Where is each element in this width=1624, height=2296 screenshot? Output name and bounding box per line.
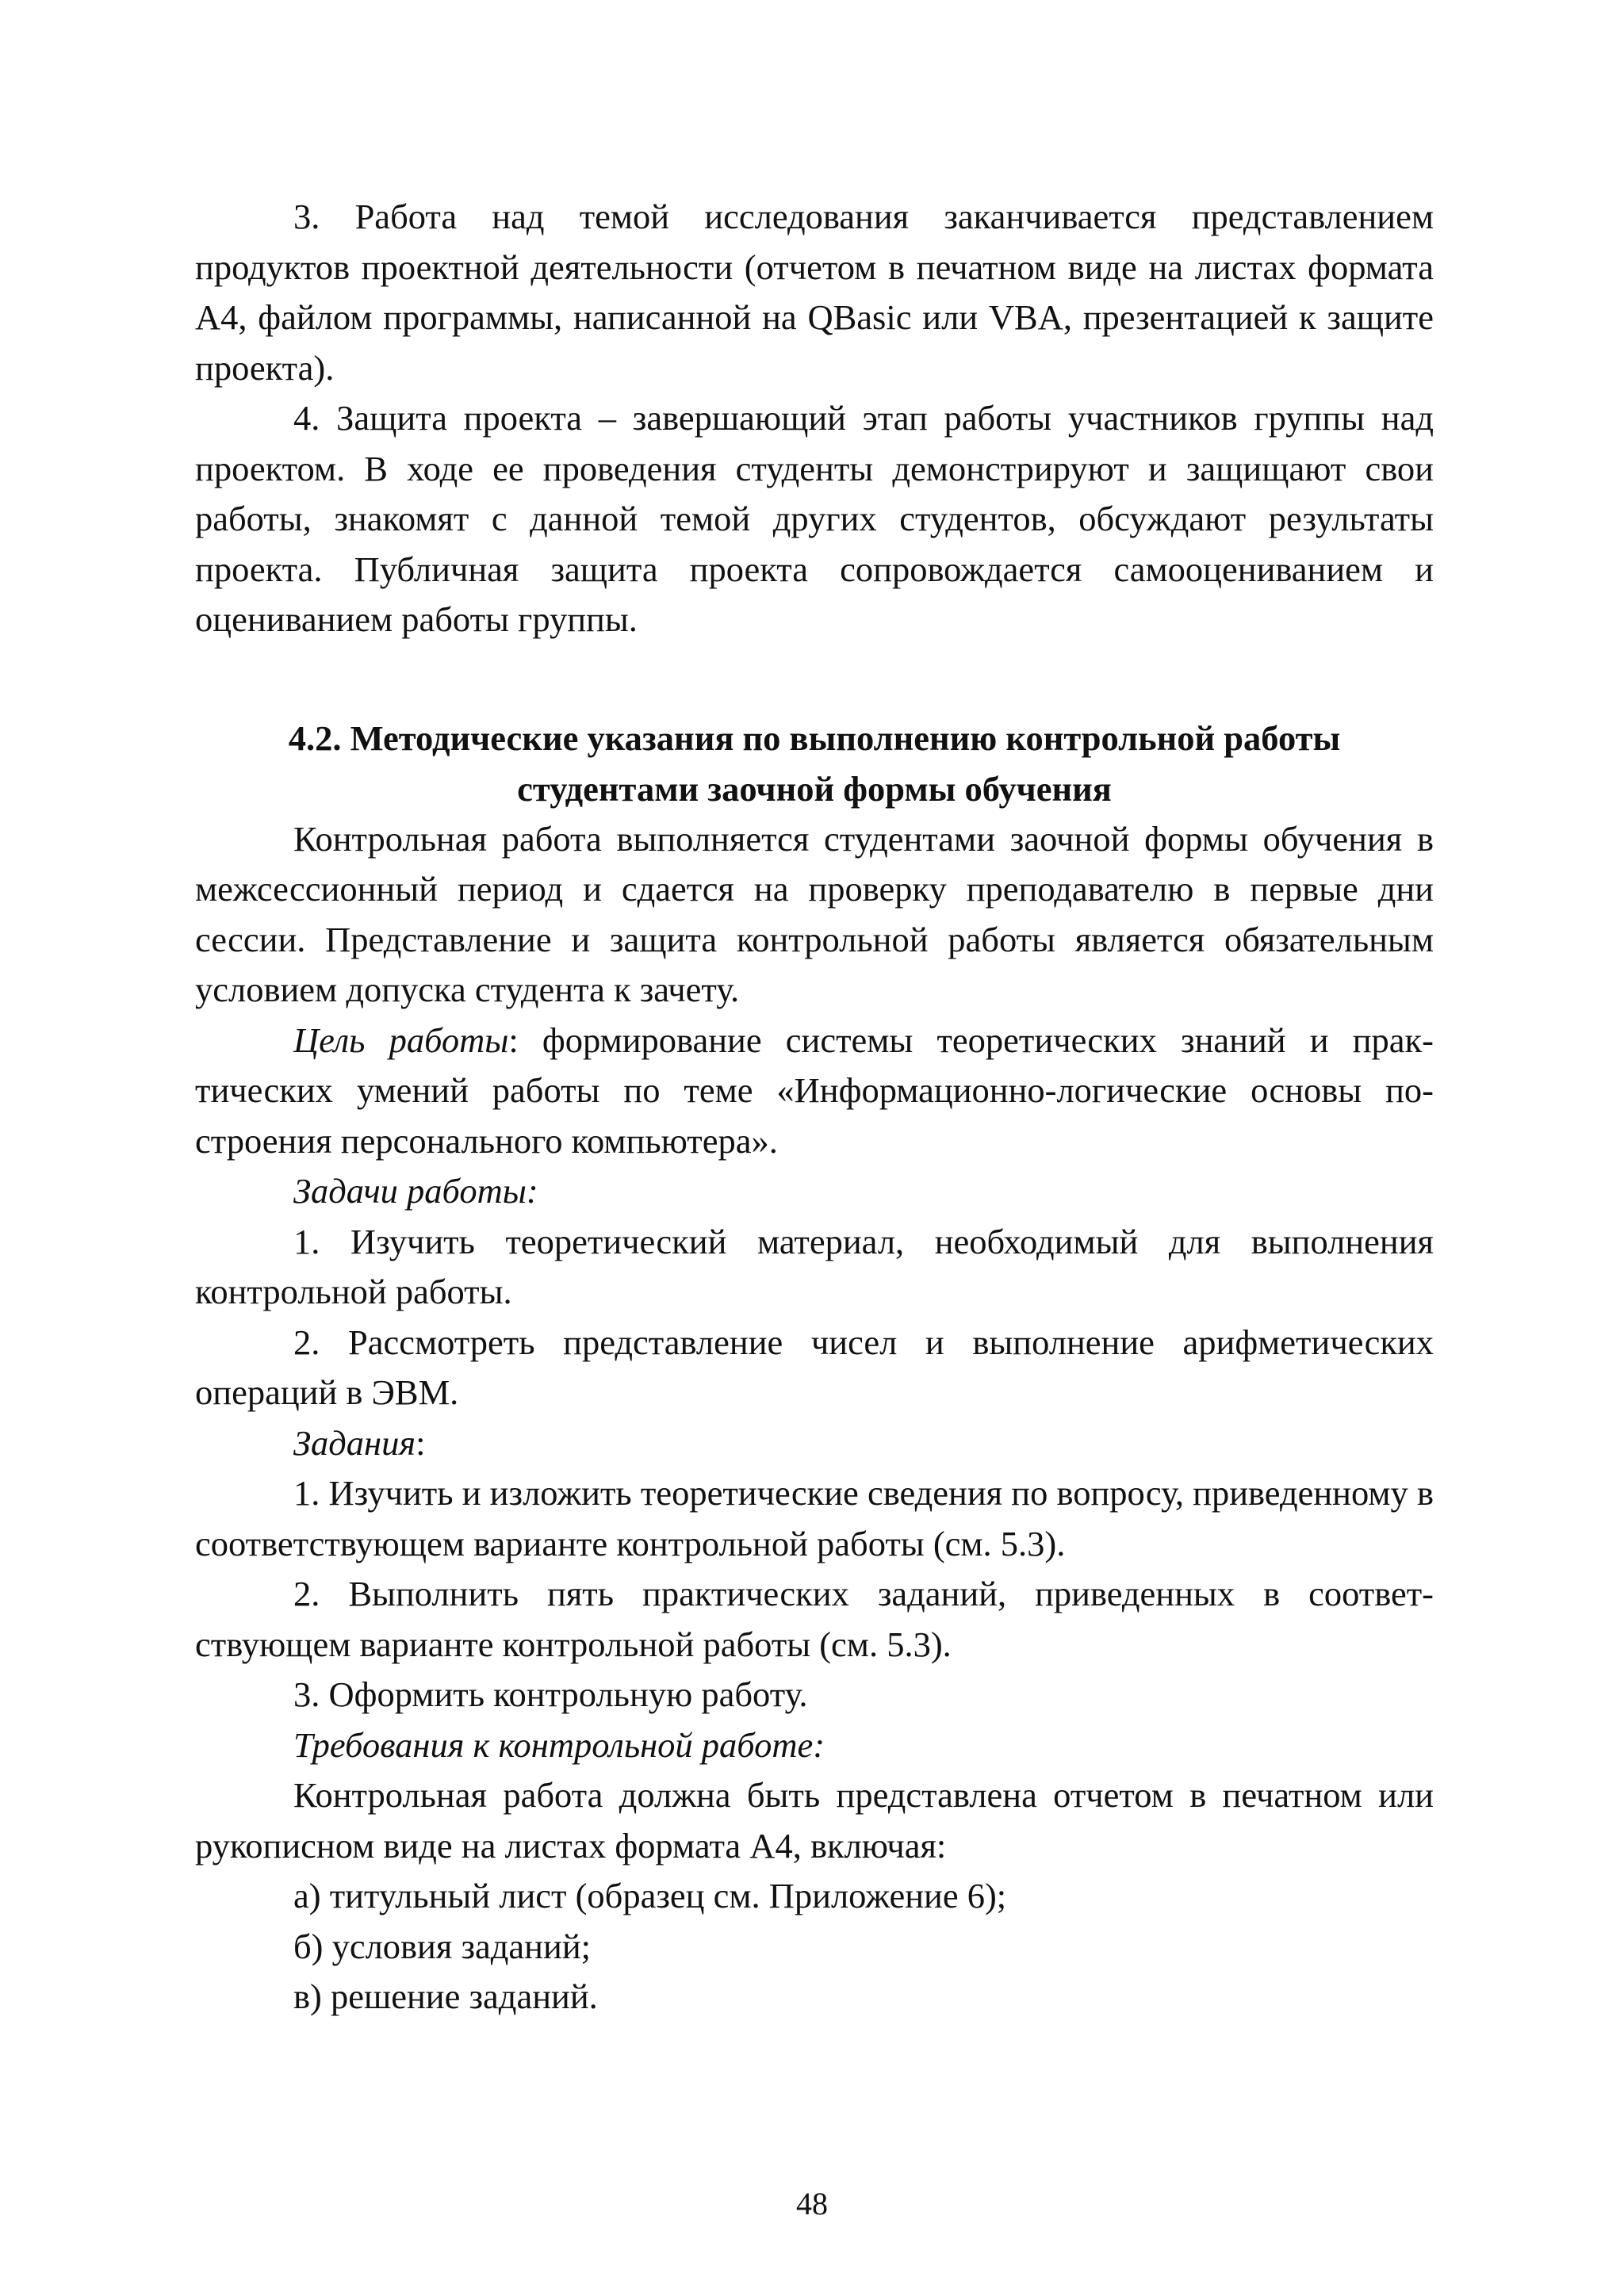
paragraph [195, 1016, 1434, 1167]
paragraph [195, 192, 1434, 393]
paragraph-text: 2. Рассмотреть представление чисел и выполнение арифметических операций в ЭВМ. [195, 1322, 1434, 1412]
page-number: 48 [796, 2186, 828, 2221]
paragraph-text: Контрольная работа должна быть представлена отчетом в печатном или рукописном виде на листах формата А4, включая: [195, 1775, 1434, 1866]
italic-text: Задания [293, 1422, 416, 1463]
paragraph-text: 3. Работа над темой исследования заканчивается представлением продуктов проектной деятельности (отчетом в печатном виде на листах формата А4, файлом программы, написанной на QBasic или VBA, презентацией к защите проекта). [195, 197, 1434, 388]
paragraph [195, 1922, 1434, 1973]
paragraph-text: а) титульный лист (образец см. Приложение 6); [293, 1876, 1007, 1915]
italic-text: Цель работы [293, 1020, 509, 1060]
section-heading [195, 713, 1434, 814]
section-intro-paragraphs [195, 192, 1434, 645]
paragraph-text: 1. Изучить и изложить теоретические сведения по вопросу, приведенному в соответствующем варианте контрольной работы (см. 5.3). [195, 1473, 1434, 1563]
paragraph [195, 1468, 1434, 1569]
paragraph [195, 814, 1434, 1016]
paragraph-text: : [416, 1422, 426, 1463]
paragraph [195, 1720, 1434, 1771]
italic-text: Требования к контрольной работе: [293, 1724, 825, 1765]
text-column [195, 192, 1434, 2022]
paragraph-text: Контрольная работа выполняется студентами заочной формы обучения в межсессионный период и сдается на проверку преподавателю в первые дни сессии. Представление и защита контрольной работы является обязательным условием допуска студента к зачету. [195, 818, 1434, 1009]
paragraph-text: : формирование системы теоретических знаний и практических умений работы по теме «Информационно-логические основы построения персонального компьютера». [195, 1020, 1434, 1161]
paragraph [195, 1670, 1434, 1720]
paragraph-text: 4. Защита проекта – завершающий этап работы участников группы над проектом. В ходе ее проведения студенты демонстрируют и защищают свои работы, знакомят с данной темой других студентов, обсуждают результаты проекта. Публичная защита проекта сопровождается самооцениванием и оцениванием работы группы. [195, 398, 1434, 639]
paragraph-text: 3. Оформить контрольную работу. [293, 1674, 808, 1714]
paragraph [195, 1217, 1434, 1318]
paragraph [195, 1972, 1434, 2022]
italic-text: Задачи работы: [293, 1171, 538, 1211]
paragraph [195, 1871, 1434, 1922]
paragraph [195, 1770, 1434, 1871]
section-heading-line-1: 4.2. Методические указания по выполнению контрольной работы [288, 718, 1341, 758]
section-heading-line-2: студентами заочной формы обучения [517, 768, 1112, 809]
paragraph-text: 2. Выполнить пять практических заданий, приведенных в соответствующем варианте контрольной работы (см. 5.3). [195, 1574, 1434, 1664]
paragraph [195, 1418, 1434, 1469]
paragraph [195, 1318, 1434, 1418]
paragraph [195, 1166, 1434, 1217]
paragraph-text: в) решение заданий. [293, 1976, 598, 2016]
paragraph-text: 1. Изучить теоретический материал, необходимый для выполнения контрольной работы. [195, 1221, 1434, 1311]
paragraph [195, 393, 1434, 645]
paragraph-text: б) условия заданий; [293, 1926, 591, 1966]
section-body-paragraphs [195, 814, 1434, 2022]
paragraph [195, 1569, 1434, 1670]
